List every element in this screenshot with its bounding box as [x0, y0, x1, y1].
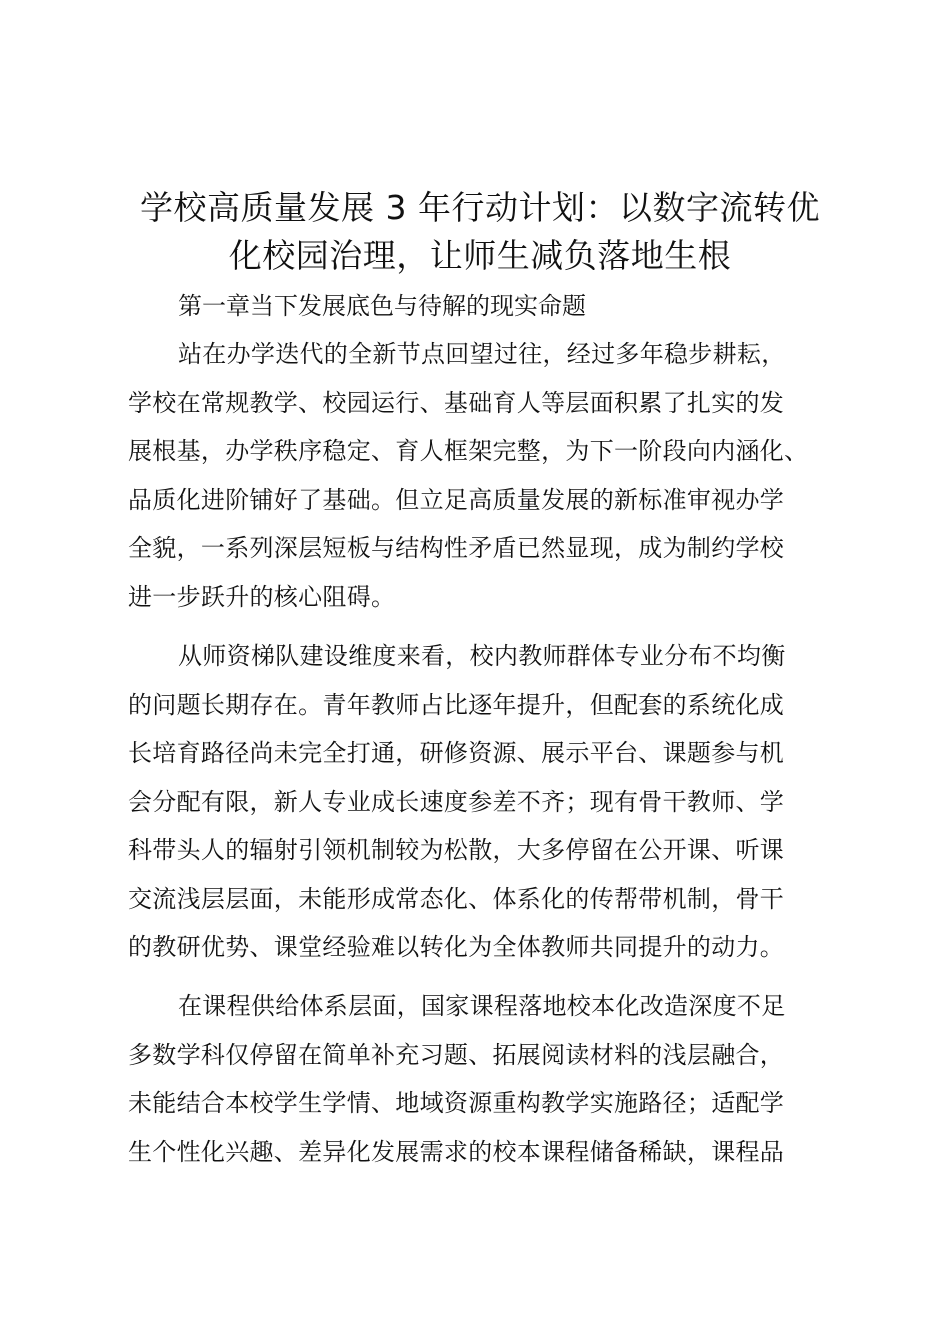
title-line: 学校高质量发展 3 年行动计划：以数字流转优	[140, 188, 820, 227]
paragraph-line: 从师资梯队建设维度来看，校内教师群体专业分布不均衡	[178, 642, 786, 670]
paragraph-line: 多数学科仅停留在简单补充习题、拓展阅读材料的浅层融合，	[128, 1040, 785, 1069]
paragraph-line: 生个性化兴趣、差异化发展需求的校本课程储备稀缺，课程品	[128, 1137, 785, 1166]
chapter-heading: 第一章当下发展底色与待解的现实命题	[178, 292, 586, 320]
paragraph-line: 未能结合本校学生学情、地域资源重构教学实施路径；适配学	[128, 1089, 785, 1117]
paragraph-line: 进一步跃升的核心阻碍。	[128, 582, 396, 611]
paragraph-line: 会分配有限，新人专业成长速度参差不齐；现有骨干教师、学	[128, 787, 785, 816]
paragraph-line: 长培育路径尚未完全打通，研修资源、展示平台、课题参与机	[128, 739, 785, 767]
paragraph-line: 站在办学迭代的全新节点回望过往，经过多年稳步耕耘，	[178, 340, 786, 368]
paragraph-line: 科带头人的辐射引领机制较为松散，大多停留在公开课、听课	[128, 836, 785, 864]
paragraph-line: 在课程供给体系层面，国家课程落地校本化改造深度不足	[178, 992, 786, 1020]
paragraph-line: 全貌，一系列深层短板与结构性矛盾已然显现，成为制约学校	[128, 534, 785, 562]
paragraph-line: 学校在常规教学、校园运行、基础育人等层面积累了扎实的发	[128, 388, 785, 417]
title-line: 化校园治理，让师生减负落地生根	[228, 236, 732, 275]
paragraph-line: 的问题长期存在。青年教师占比逐年提升，但配套的系统化成	[128, 690, 785, 719]
paragraph	[128, 632, 848, 972]
document-title	[110, 184, 850, 280]
paragraph-line: 展根基，办学秩序稳定、育人框架完整，为下一阶段向内涵化、	[128, 437, 809, 465]
paragraph-line: 的教研优势、课堂经验难以转化为全体教师共同提升的动力。	[128, 933, 785, 961]
paragraph-line: 品质化进阶铺好了基础。但立足高质量发展的新标准审视办学	[128, 485, 785, 514]
paragraph-line: 交流浅层层面，未能形成常态化、体系化的传帮带机制，骨干	[128, 884, 785, 913]
paragraph	[128, 330, 848, 621]
paragraph	[128, 982, 848, 1176]
